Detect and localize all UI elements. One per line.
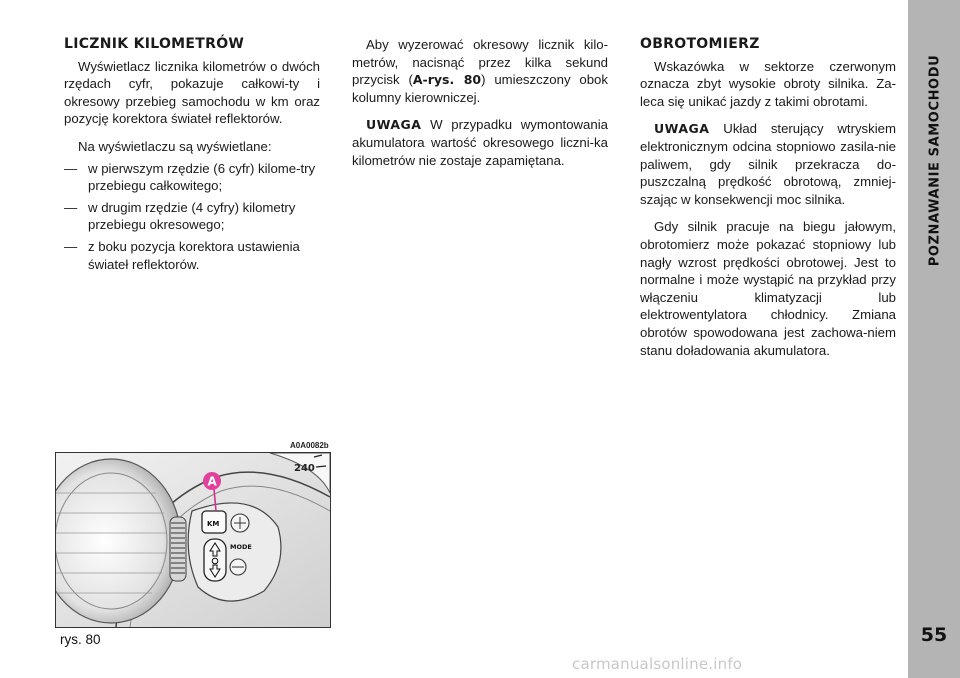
km-button-label: KM bbox=[207, 520, 220, 528]
odometer-paragraph-1: Wyświetlacz licznika kilometrów o dwóch rzędach cyfr, pokazuje całkowi-ty i okresowy przebieg samochodu w km oraz pozycję korektora świateł reflektorów. bbox=[64, 58, 320, 127]
note-text: Układ sterujący wtryskiem elektronicznym odcina stopniowo zasila-nie paliwem, gdy silnik przekracza do-puszczalną prędkość obrotową, zmniej-szając w konsekwencji moc silnika. bbox=[640, 121, 896, 207]
column-tachometer bbox=[640, 36, 896, 369]
note-label: UWAGA bbox=[366, 117, 422, 133]
figure-code: A0A0082b bbox=[290, 441, 329, 450]
heading-odometer: LICZNIK KILOMETRÓW bbox=[64, 36, 245, 52]
list-item: — w drugim rzędzie (4 cyfry) kilometry przebiegu okresowego; bbox=[64, 199, 320, 234]
callout-a-label: A bbox=[207, 474, 217, 489]
thumbwheel-drawing bbox=[170, 517, 186, 581]
section-title: POZNAWANIE SAMOCHODU bbox=[927, 54, 943, 266]
gauge-label: 240 bbox=[294, 463, 315, 474]
column-odometer bbox=[64, 36, 320, 277]
odometer-paragraph-2: Na wyświetlaczu są wyświetlane: bbox=[78, 138, 272, 154]
page-number: 55 bbox=[920, 624, 948, 646]
tachometer-paragraph-3: Gdy silnik pracuje na biegu jałowym, obrotomierz może pokazać stopniowy lub nagły wzrost prędkości obrotowej. Jest to normalne i może wystąpić na przykład przy włączeniu klimatyzacji lub elektrowentylatora chłodnicy. Zmiana obrotów spowodowana jest zachowa-niem stanu doładowania akumulatora. bbox=[640, 219, 896, 358]
figure-reference: A-rys. 80 bbox=[412, 72, 482, 88]
section-title-wrap bbox=[915, 30, 955, 290]
tachometer-paragraph-1: Wskazówka w sektorze czerwonym oznacza zbyt wysokie obroty silnika. Za-leca się unikać jazdy z takimi obrotami. bbox=[640, 58, 896, 109]
note-label: UWAGA bbox=[654, 121, 710, 137]
reset-text-a: Aby wyzerować okresowy licznik kilo-metrów, nacisnąć przez kilka sekund przycisk ( bbox=[352, 37, 608, 88]
heading-tachometer: OBROTOMIERZ bbox=[640, 36, 760, 52]
list-item: — z boku pozycja korektora ustawienia świateł reflektorów. bbox=[64, 238, 320, 273]
reset-text-b: ) umieszczony obok kolumny kierowniczej. bbox=[352, 72, 608, 105]
note-text: W przypadku wymontowania akumulatora wartość okresowego liczni-ka kilometrów nie zostaje zapamiętana. bbox=[352, 117, 608, 168]
watermark: carmanualsonline.info bbox=[572, 655, 743, 673]
dashboard-drawing bbox=[56, 453, 330, 627]
figure-illustration bbox=[55, 452, 331, 628]
note-battery bbox=[352, 116, 608, 169]
figure-caption: rys. 80 bbox=[60, 632, 101, 647]
note-fuel-cutoff bbox=[640, 120, 896, 208]
column-reset bbox=[352, 36, 608, 179]
list-item: — w pierwszym rzędzie (6 cyfr) kilome-try przebiegu całkowitego; bbox=[64, 160, 320, 195]
reset-paragraph bbox=[352, 36, 608, 106]
mode-label: MODE bbox=[230, 543, 252, 551]
display-list bbox=[64, 160, 320, 274]
